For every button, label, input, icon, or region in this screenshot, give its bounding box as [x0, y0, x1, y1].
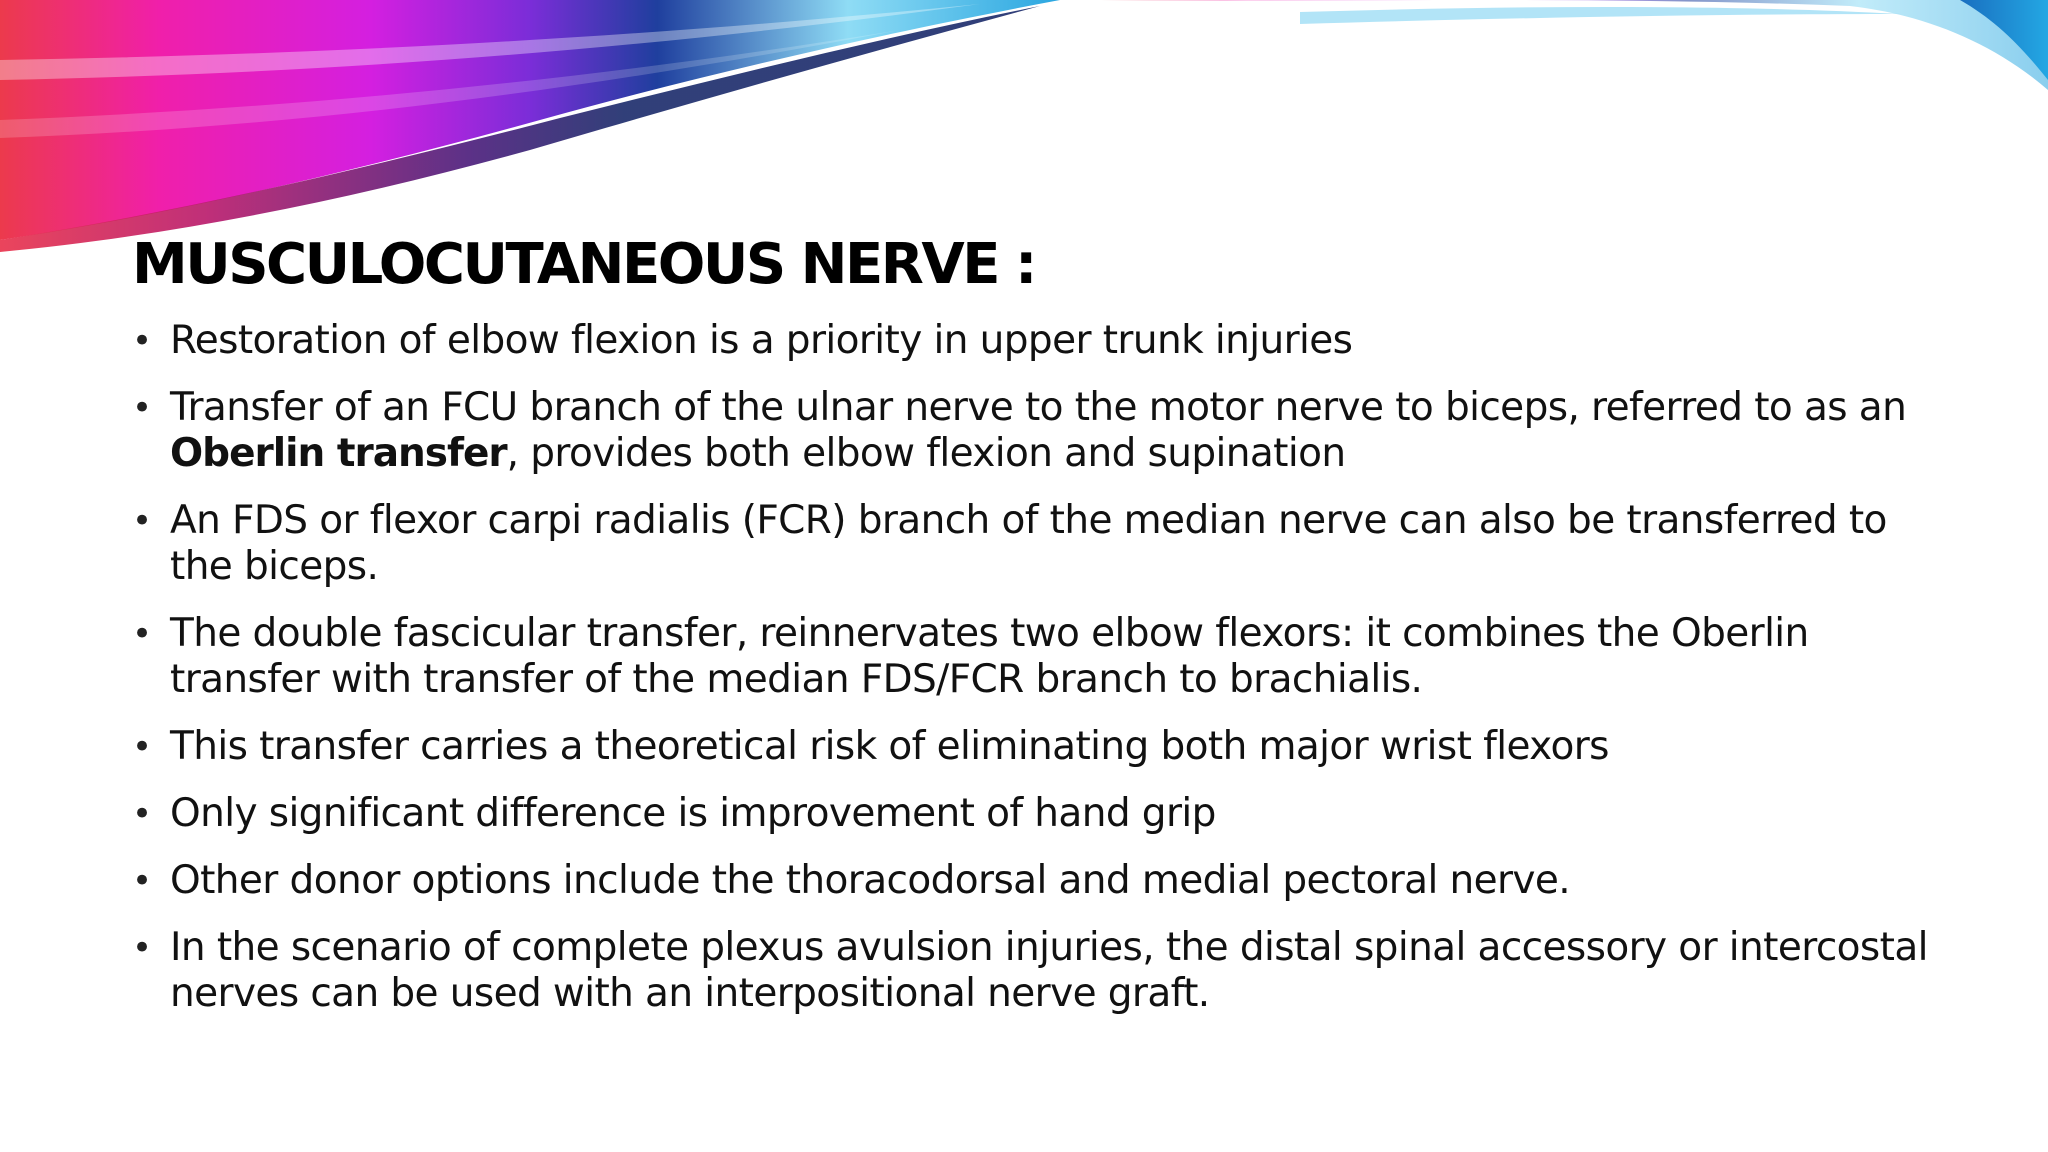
bullet-item: [132, 925, 1952, 1017]
bullet-text: , provides both elbow flexion and supination: [506, 431, 1346, 476]
bullet-item: [132, 318, 1952, 364]
bullet-glyph: •: [132, 727, 152, 767]
bullet-item: [132, 611, 1952, 703]
bullet-text: Transfer of an FCU branch of the ulnar nerve to the motor nerve to biceps, referred to as an: [170, 385, 1907, 430]
bullet-item: [132, 791, 1952, 837]
bullet-glyph: •: [132, 794, 152, 834]
slide-title: MUSCULOCUTANEOUS NERVE :: [132, 232, 1035, 297]
bullet-text: Restoration of elbow flexion is a priority in upper trunk injuries: [170, 318, 1353, 363]
bullet-item: [132, 724, 1952, 770]
bullet-glyph: •: [132, 614, 152, 654]
bullet-text: In the scenario of complete plexus avulsion injuries, the distal spinal accessory or intercostal nerves can be used with an interpositional nerve graft.: [170, 925, 1928, 1016]
bullet-text: The double fascicular transfer, reinnervates two elbow flexors: it combines the Oberlin transfer with transfer of the median FDS/FCR branch to brachialis.: [170, 611, 1809, 702]
bullet-glyph: •: [132, 321, 152, 361]
bullet-text: Only significant difference is improvement of hand grip: [170, 791, 1216, 836]
bullet-text: Other donor options include the thoracodorsal and medial pectoral nerve.: [170, 858, 1571, 903]
bullet-glyph: •: [132, 928, 152, 968]
decorative-swoosh-banner: [0, 0, 2048, 260]
bullet-glyph: •: [132, 501, 152, 541]
bullet-emphasis: Oberlin transfer: [170, 431, 507, 476]
bullet-text: An FDS or flexor carpi radialis (FCR) branch of the median nerve can also be transferred to the biceps.: [170, 498, 1887, 589]
bullet-glyph: •: [132, 388, 152, 428]
bullet-item: [132, 858, 1952, 904]
bullet-text: This transfer carries a theoretical risk of eliminating both major wrist flexors: [170, 724, 1609, 769]
bullet-item: [132, 498, 1952, 590]
bullet-glyph: •: [132, 861, 152, 901]
bullet-list: [132, 318, 1952, 1038]
bullet-item: [132, 385, 1952, 477]
